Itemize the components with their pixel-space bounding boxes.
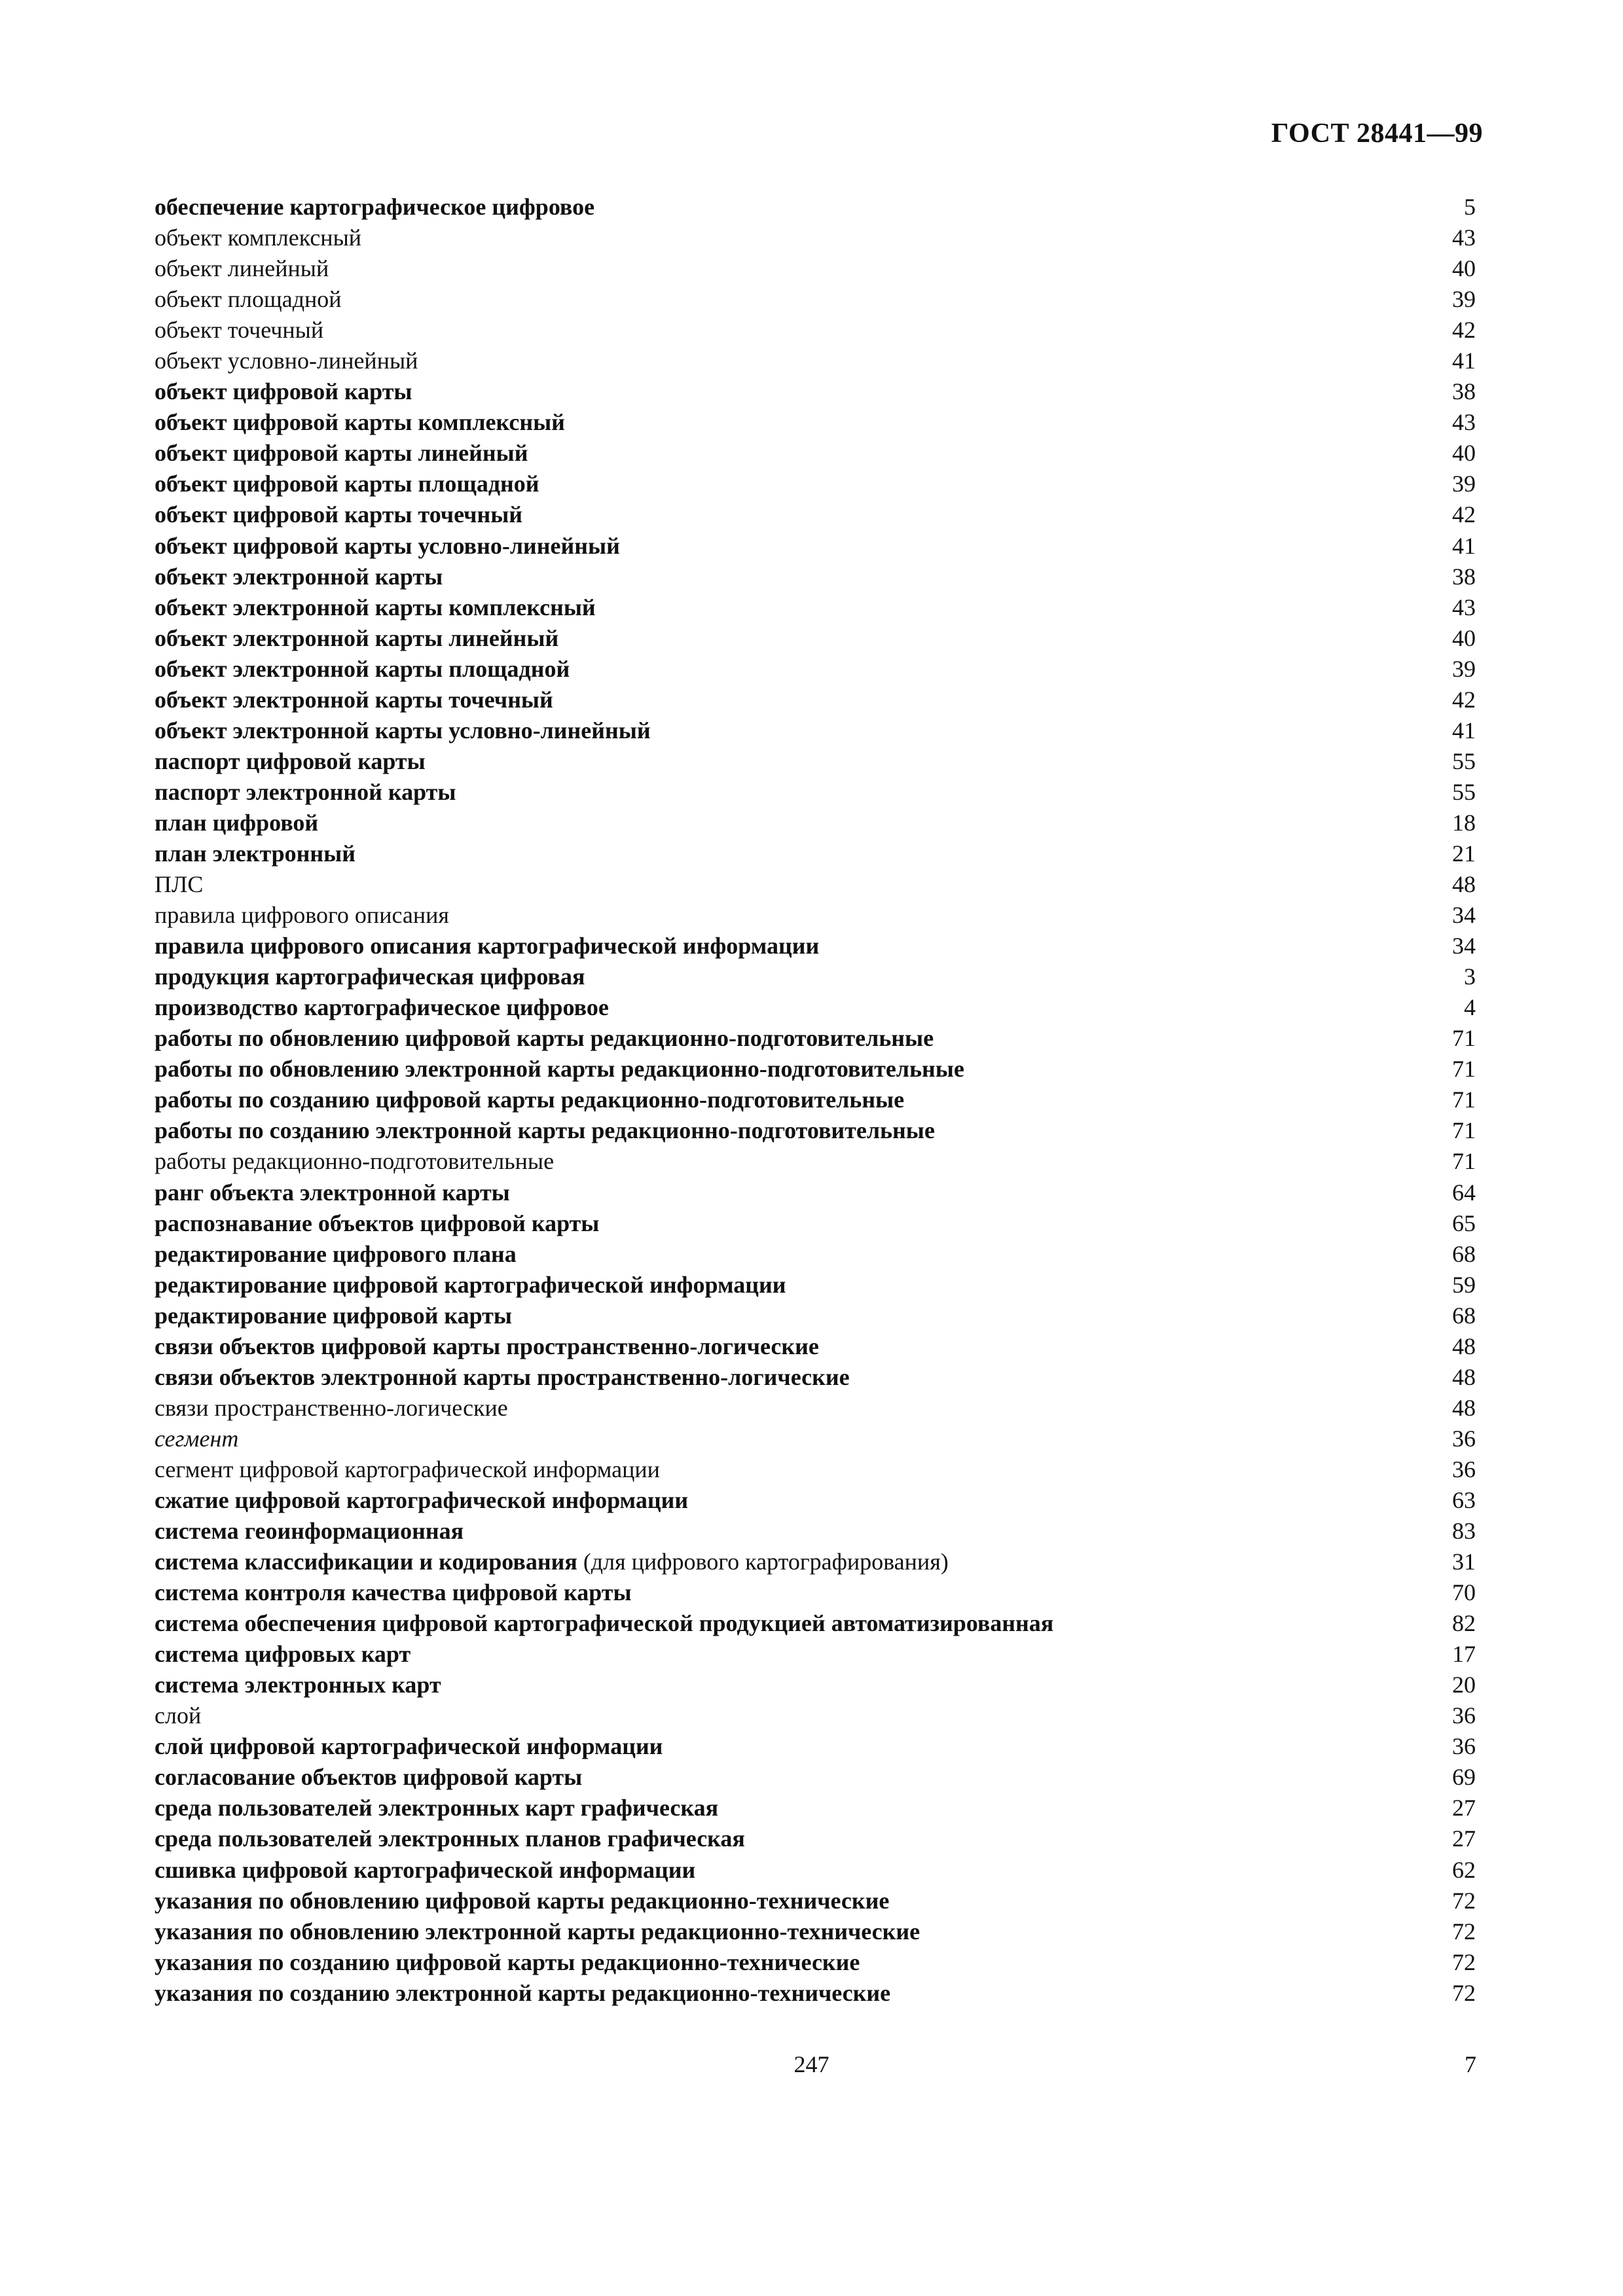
index-entry — [155, 253, 1476, 284]
index-page-number: 71 — [1452, 1056, 1476, 1083]
index-page-number: 72 — [1452, 1887, 1476, 1914]
index-term — [155, 469, 1423, 499]
index-term-text: указания по обновлению электронной карты редакционно-технические — [155, 1918, 921, 1945]
index-term-text: работы по обновлению цифровой карты редакционно-подготовительные — [155, 1025, 934, 1052]
index-page-number: 65 — [1452, 1210, 1476, 1236]
index-term-text: обеспечение картографическое цифровое — [155, 194, 595, 220]
index-page-number: 42 — [1452, 317, 1476, 344]
index-term-text: редактирование цифровой карты — [155, 1302, 512, 1329]
index-term-text: объект линейный — [155, 255, 329, 282]
index-entry — [155, 961, 1476, 992]
index-entry — [155, 223, 1476, 253]
index-page-number: 69 — [1452, 1764, 1476, 1791]
index-term — [155, 1393, 1423, 1424]
index-term — [155, 1054, 1423, 1085]
index-term — [155, 1362, 1423, 1393]
index-entry — [155, 1639, 1476, 1670]
index-term-text: система геоинформационная — [155, 1518, 464, 1545]
index-term-text: объект точечный — [155, 317, 324, 344]
index-term-text: объект электронной карты линейный — [155, 624, 559, 651]
index-term-text: паспорт цифровой карты — [155, 747, 426, 774]
index-page-number: 31 — [1452, 1549, 1476, 1575]
index-term-text: работы по созданию электронной карты редакционно-подготовительные — [155, 1117, 935, 1144]
index-term — [155, 715, 1423, 746]
index-term — [155, 961, 1423, 992]
index-entry — [155, 1823, 1476, 1854]
index-page-number: 55 — [1452, 747, 1476, 774]
index-term — [155, 777, 1423, 808]
index-term-text: план цифровой — [155, 809, 319, 836]
index-entry — [155, 1670, 1476, 1700]
index-term — [155, 315, 1423, 346]
index-page-number: 27 — [1452, 1795, 1476, 1821]
index-entry — [155, 1270, 1476, 1300]
index-term-text: объект электронной карты условно-линейный — [155, 717, 651, 744]
index-term-text: объект площадной — [155, 286, 342, 313]
index-term-text: система электронных карт — [155, 1672, 441, 1698]
index-term-text: редактирование цифрового плана — [155, 1240, 517, 1267]
index-term-text: связи объектов цифровой карты пространственно-логические — [155, 1333, 819, 1359]
index-entry — [155, 407, 1476, 438]
index-term — [155, 1270, 1423, 1300]
index-page-number: 39 — [1452, 655, 1476, 682]
index-entry — [155, 376, 1476, 407]
index-entry — [155, 1547, 1476, 1577]
index-term-text: сжатие цифровой картографической информации — [155, 1486, 689, 1513]
index-term-text: работы по обновлению электронной карты редакционно-подготовительные — [155, 1056, 964, 1083]
index-term — [155, 531, 1423, 562]
index-entry — [155, 623, 1476, 654]
index-term-text: ПЛС — [155, 871, 204, 898]
index-term — [155, 869, 1423, 900]
index-page-number: 71 — [1452, 1025, 1476, 1052]
index-page-number: 36 — [1452, 1456, 1476, 1482]
index-entry — [155, 685, 1476, 715]
index-term — [155, 623, 1423, 654]
index-term — [155, 1516, 1423, 1547]
index-page-number: 83 — [1452, 1518, 1476, 1545]
index-page-number: 72 — [1452, 1948, 1476, 1975]
index-term-text: объект электронной карты точечный — [155, 686, 553, 713]
index-entry — [155, 746, 1476, 777]
index-entry — [155, 1300, 1476, 1331]
index-entry — [155, 1700, 1476, 1731]
index-entry — [155, 438, 1476, 469]
index-term-text: система обеспечения цифровой картографической продукцией автоматизированная — [155, 1610, 1054, 1637]
index-term-text: редактирование цифровой картографической информации — [155, 1271, 786, 1298]
index-entry — [155, 1916, 1476, 1947]
index-entry — [155, 531, 1476, 562]
index-entry — [155, 284, 1476, 315]
index-term — [155, 253, 1423, 284]
index-page-number: 40 — [1452, 255, 1476, 282]
index-page-number: 38 — [1452, 563, 1476, 590]
index-page-number: 18 — [1452, 809, 1476, 836]
index-term — [155, 346, 1423, 376]
index-page-number: 34 — [1452, 902, 1476, 929]
index-term — [155, 1855, 1423, 1886]
index-page-number: 36 — [1452, 1733, 1476, 1760]
index-term-text: производство картографическое цифровое — [155, 994, 609, 1021]
index-page-number: 38 — [1452, 378, 1476, 405]
index-term — [155, 1300, 1423, 1331]
index-entry — [155, 715, 1476, 746]
index-term — [155, 1577, 1423, 1608]
index-entry — [155, 1731, 1476, 1762]
index-entry — [155, 562, 1476, 592]
index-term-text: согласование объектов цифровой карты — [155, 1764, 583, 1791]
index-term-text: объект электронной карты — [155, 563, 443, 590]
index-entry — [155, 654, 1476, 685]
index-entry — [155, 1239, 1476, 1270]
index-entry — [155, 1054, 1476, 1085]
index-term — [155, 438, 1423, 469]
index-page-number: 59 — [1452, 1271, 1476, 1298]
alphabetical-index — [155, 192, 1476, 2009]
index-entry — [155, 777, 1476, 808]
index-term-text: слой — [155, 1702, 202, 1729]
index-entry — [155, 1362, 1476, 1393]
index-entry — [155, 1177, 1476, 1208]
index-entry — [155, 992, 1476, 1023]
index-entry — [155, 1208, 1476, 1239]
index-page-number: 41 — [1452, 348, 1476, 374]
index-term-text: связи объектов электронной карты пространственно-логические — [155, 1363, 850, 1390]
index-term-text: объект цифровой карты линейный — [155, 440, 528, 467]
index-term — [155, 1023, 1423, 1054]
index-term-text: объект цифровой карты площадной — [155, 471, 539, 497]
index-page-number: 40 — [1452, 624, 1476, 651]
index-term — [155, 1886, 1423, 1916]
index-term — [155, 1208, 1423, 1239]
index-page-number: 71 — [1452, 1086, 1476, 1113]
index-term-text: система контроля качества цифровой карты — [155, 1579, 632, 1606]
index-entry — [155, 900, 1476, 931]
index-page-number: 41 — [1452, 532, 1476, 559]
index-entry — [155, 469, 1476, 499]
index-term — [155, 407, 1423, 438]
index-page-number: 62 — [1452, 1856, 1476, 1883]
index-term-text: среда пользователей электронных карт графическая — [155, 1795, 719, 1821]
index-entry — [155, 1855, 1476, 1886]
index-term — [155, 685, 1423, 715]
index-entry — [155, 931, 1476, 961]
index-page-number: 48 — [1452, 1333, 1476, 1359]
index-term — [155, 223, 1423, 253]
index-term-text: сегмент — [155, 1425, 239, 1452]
index-term — [155, 284, 1423, 315]
index-term-text: работы по созданию цифровой карты редакционно-подготовительные — [155, 1086, 905, 1113]
index-entry — [155, 315, 1476, 346]
index-term-text: указания по обновлению цифровой карты редакционно-технические — [155, 1887, 890, 1914]
index-term — [155, 1947, 1423, 1978]
index-term-text: объект условно-линейный — [155, 348, 418, 374]
index-page-number: 41 — [1452, 717, 1476, 744]
index-term — [155, 1670, 1423, 1700]
index-page-number: 64 — [1452, 1179, 1476, 1206]
index-term-text: правила цифрового описания — [155, 902, 449, 929]
index-page-number: 34 — [1452, 933, 1476, 960]
index-term-text: продукция картографическая цифровая — [155, 963, 585, 990]
index-term — [155, 1731, 1423, 1762]
index-entry — [155, 1886, 1476, 1916]
index-page-number: 43 — [1452, 409, 1476, 436]
index-entry — [155, 1793, 1476, 1823]
index-term — [155, 1823, 1423, 1854]
index-page-number: 72 — [1452, 1918, 1476, 1945]
index-entry — [155, 499, 1476, 530]
index-term-text: среда пользователей электронных планов графическая — [155, 1825, 745, 1852]
index-entry — [155, 1331, 1476, 1362]
index-term-text: сегмент цифровой картографической информации — [155, 1456, 660, 1482]
index-term-text: правила цифрового описания картографической информации — [155, 933, 820, 960]
footer-page-number-center: 247 — [793, 2051, 830, 2077]
index-entry — [155, 1978, 1476, 2009]
index-entry — [155, 1023, 1476, 1054]
index-term — [155, 1639, 1423, 1670]
index-term — [155, 1485, 1423, 1516]
index-entry — [155, 808, 1476, 838]
index-entry — [155, 1577, 1476, 1608]
index-entry — [155, 838, 1476, 869]
index-page-number: 39 — [1452, 471, 1476, 497]
index-page-number: 43 — [1452, 594, 1476, 620]
index-page-number: 21 — [1452, 840, 1476, 867]
index-term-text: объект комплексный — [155, 224, 362, 251]
index-term — [155, 499, 1423, 530]
index-page-number: 3 — [1464, 963, 1476, 990]
index-page-number: 70 — [1452, 1579, 1476, 1606]
index-page-number: 36 — [1452, 1702, 1476, 1729]
index-term — [155, 1454, 1423, 1485]
index-entry — [155, 592, 1476, 623]
index-term — [155, 376, 1423, 407]
index-entry — [155, 192, 1476, 223]
index-page-number: 71 — [1452, 1148, 1476, 1175]
index-page-number: 39 — [1452, 286, 1476, 313]
index-term — [155, 808, 1423, 838]
index-page-number: 42 — [1452, 501, 1476, 528]
index-term-text: указания по созданию цифровой карты редакционно-технические — [155, 1948, 860, 1975]
index-term-note: (для цифрового картографирования) — [577, 1549, 949, 1575]
index-page-number: 55 — [1452, 778, 1476, 805]
index-term-text: распознавание объектов цифровой карты — [155, 1210, 600, 1236]
index-page-number: 43 — [1452, 224, 1476, 251]
index-term — [155, 1700, 1423, 1731]
index-term-text: система цифровых карт — [155, 1641, 411, 1668]
index-entry — [155, 1485, 1476, 1516]
index-entry — [155, 1146, 1476, 1177]
index-page-number: 17 — [1452, 1641, 1476, 1668]
index-term — [155, 1793, 1423, 1823]
index-term — [155, 562, 1423, 592]
index-term — [155, 1916, 1423, 1947]
index-term — [155, 931, 1423, 961]
index-term — [155, 192, 1423, 223]
index-term — [155, 1331, 1423, 1362]
index-page-number: 48 — [1452, 871, 1476, 898]
index-term — [155, 992, 1423, 1023]
index-page-number: 20 — [1452, 1672, 1476, 1698]
index-term-text: связи пространственно-логические — [155, 1394, 508, 1421]
index-entry — [155, 1393, 1476, 1424]
index-entry — [155, 1947, 1476, 1978]
index-page-number: 68 — [1452, 1240, 1476, 1267]
index-term-text: указания по созданию электронной карты редакционно-технические — [155, 1979, 891, 2006]
index-term-text: ранг объекта электронной карты — [155, 1179, 510, 1206]
index-term-text: паспорт электронной карты — [155, 778, 456, 805]
index-page-number: 40 — [1452, 440, 1476, 467]
footer-page-number-right: 7 — [1465, 2051, 1476, 2077]
index-term — [155, 1146, 1423, 1177]
index-page-number: 42 — [1452, 686, 1476, 713]
index-term — [155, 654, 1423, 685]
index-term-text: объект цифровой карты точечный — [155, 501, 523, 528]
index-term-text: объект цифровой карты комплексный — [155, 409, 565, 436]
index-term — [155, 1608, 1423, 1639]
index-term — [155, 1547, 1423, 1577]
index-entry — [155, 1085, 1476, 1115]
index-page-number: 27 — [1452, 1825, 1476, 1852]
document-title: ГОСТ 28441—99 — [1271, 118, 1483, 149]
index-term-text: работы редакционно-подготовительные — [155, 1148, 555, 1175]
index-entry — [155, 1608, 1476, 1639]
index-entry — [155, 1762, 1476, 1793]
index-page-number: 72 — [1452, 1979, 1476, 2006]
index-term — [155, 746, 1423, 777]
index-term-text: сшивка цифровой картографической информации — [155, 1856, 696, 1883]
index-page-number: 48 — [1452, 1363, 1476, 1390]
index-term-text: план электронный — [155, 840, 356, 867]
index-page-number: 5 — [1464, 194, 1476, 220]
index-term — [155, 900, 1423, 931]
index-term — [155, 838, 1423, 869]
index-page-number: 4 — [1464, 994, 1476, 1021]
index-page-number: 71 — [1452, 1117, 1476, 1144]
index-term — [155, 1978, 1423, 2009]
index-term-text: объект электронной карты площадной — [155, 655, 570, 682]
index-term — [155, 1085, 1423, 1115]
index-entry — [155, 1516, 1476, 1547]
index-term — [155, 1177, 1423, 1208]
index-entry — [155, 1424, 1476, 1454]
index-page-number: 68 — [1452, 1302, 1476, 1329]
index-term-text: слой цифровой картографической информации — [155, 1733, 663, 1760]
index-page-number: 48 — [1452, 1394, 1476, 1421]
index-term-text: объект цифровой карты — [155, 378, 412, 405]
index-entry — [155, 1454, 1476, 1485]
index-term — [155, 1115, 1423, 1146]
index-entry — [155, 346, 1476, 376]
index-term-text: объект цифровой карты условно-линейный — [155, 532, 620, 559]
index-entry — [155, 869, 1476, 900]
index-entry — [155, 1115, 1476, 1146]
index-term — [155, 1762, 1423, 1793]
index-page-number: 63 — [1452, 1486, 1476, 1513]
index-term-text: система классификации и кодирования — [155, 1549, 577, 1575]
index-term — [155, 1424, 1423, 1454]
index-page-number: 36 — [1452, 1425, 1476, 1452]
index-term — [155, 592, 1423, 623]
index-term — [155, 1239, 1423, 1270]
index-page-number: 82 — [1452, 1610, 1476, 1637]
index-term-text: объект электронной карты комплексный — [155, 594, 596, 620]
